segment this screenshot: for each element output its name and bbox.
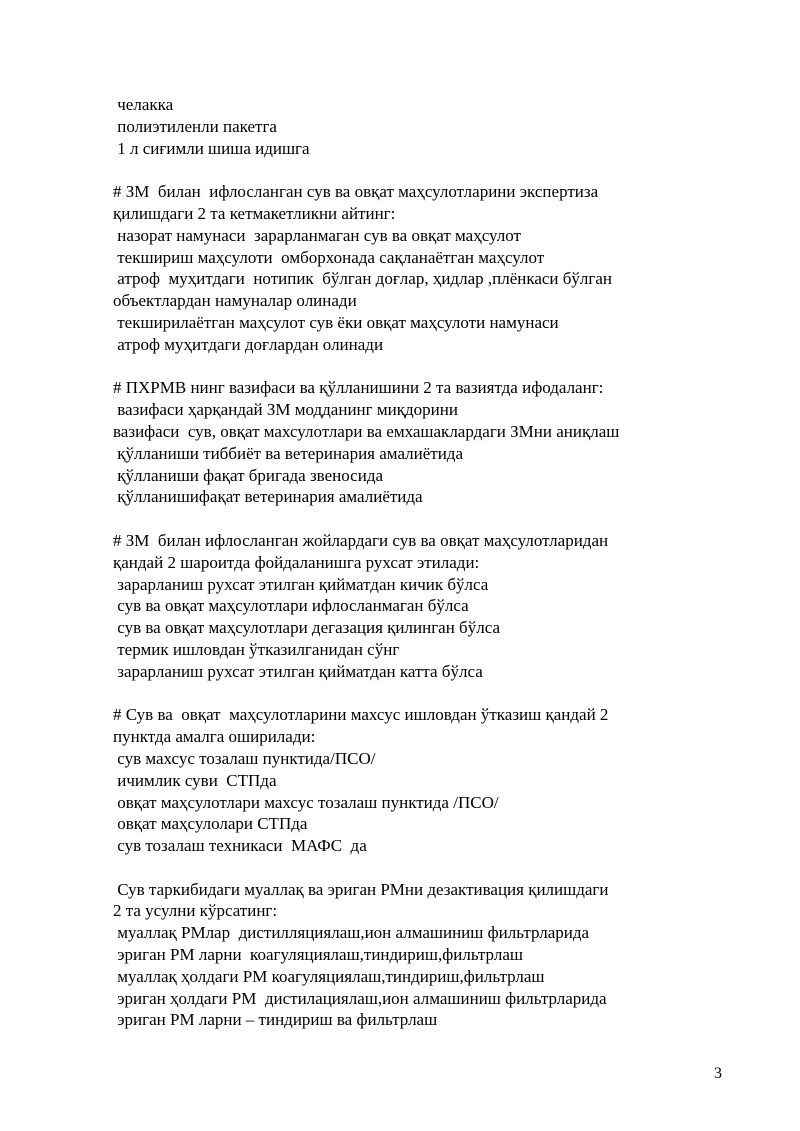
- answer-line: эриган РМ ларни – тиндириш ва фильтрлаш: [113, 1010, 438, 1030]
- page-number: 3: [714, 1065, 722, 1082]
- text-line: челакка: [113, 95, 174, 114]
- document-body: [113, 94, 693, 1031]
- answer-line: атроф муҳитдаги нотипик бўлган доғлар, ҳидлар ,плёнкаси бўлган: [113, 269, 613, 289]
- answer-line: муаллақ РМлар дистилляциялаш,ион алмашиниш фильтрларида: [113, 923, 590, 943]
- answer-line: қўлланиши тиббиёт ва ветеринария амалиётида: [113, 443, 463, 463]
- paragraph-gap: [113, 857, 693, 879]
- paragraph-gap: [113, 683, 693, 705]
- answer-line: зарарланиш рухсат этилган қийматдан кичик бўлса: [113, 574, 489, 594]
- text-line: полиэтиленли пакетга: [113, 116, 277, 136]
- question-line: # ПХРМВ нинг вазифаси ва қўлланишини 2 та вазиятда ифодаланг:: [113, 378, 604, 398]
- answer-line: вазифаси ҳарқандай ЗМ модданинг миқдорини: [113, 400, 458, 420]
- question-line: # Сув ва овқат маҳсулотларини махсус ишловдан ўтказиш қандай 2: [113, 705, 609, 725]
- answer-line: қўлланиши фақат бригада звеносида: [113, 465, 384, 485]
- answer-line: сув тозалаш техникаси МАФС да: [113, 836, 367, 856]
- answer-line: объектлардан намуналар олинади: [113, 291, 357, 311]
- answer-line: назорат намунаси зарарланмаган сув ва овқат маҳсулот: [113, 225, 521, 245]
- answer-line: термик ишловдан ўтказилганидан сўнг: [113, 639, 400, 659]
- answer-line: сув махсус тозалаш пунктида/ПСО/: [113, 748, 376, 768]
- answer-line: овқат маҳсулотлари махсус тозалаш пунктида /ПСО/: [113, 792, 499, 812]
- answer-line: овқат маҳсулолари СТПда: [113, 814, 308, 834]
- answer-line: атроф муҳитдаги доғлардан олинади: [113, 334, 384, 354]
- answer-line: қўлланишифақат ветеринария амалиётида: [113, 487, 423, 507]
- question-line: Сув таркибидаги муаллақ ва эриган РМни дезактивация қилишдаги: [113, 879, 609, 899]
- question-line: # ЗМ билан ифлосланган сув ва овқат маҳсулотларини экспертиза: [113, 182, 599, 202]
- question-line: пунктда амалга оширилади:: [113, 727, 316, 747]
- answer-line: сув ва овқат маҳсулотлари ифлосланмаган бўлса: [113, 596, 469, 616]
- answer-line: вазифаси сув, овқат махсулотлари ва емхашаклардаги ЗМни аниқлаш: [113, 421, 620, 441]
- question-line: қандай 2 шароитда фойдаланишга рухсат этилади:: [113, 552, 480, 572]
- paragraph-gap: [113, 356, 693, 378]
- answer-line: текшириш маҳсулоти омборхонада сақланаётган маҳсулот: [113, 247, 545, 267]
- question-line: 2 та усулни кўрсатинг:: [113, 901, 278, 921]
- answer-line: эриган ҳолдаги РМ дистилациялаш,ион алмашиниш фильтрларида: [113, 988, 607, 1008]
- answer-line: муаллақ ҳолдаги РМ коагуляциялаш,тиндириш,фильтрлаш: [113, 966, 545, 986]
- answer-line: сув ва овқат маҳсулотлари дегазация қилинган бўлса: [113, 618, 500, 638]
- answer-line: эриган РМ ларни коагуляциялаш,тиндириш,фильтрлаш: [113, 945, 523, 965]
- answer-line: ичимлик суви СТПда: [113, 770, 277, 790]
- text-line: 1 л сиғимли шиша идишга: [113, 138, 310, 158]
- paragraph-gap: [113, 159, 693, 181]
- question-line: # ЗМ билан ифлосланган жойлардаги сув ва овқат маҳсулотларидан: [113, 530, 609, 550]
- answer-line: текширилаётган маҳсулот сув ёки овқат маҳсулоти намунаси: [113, 312, 559, 332]
- answer-line: зарарланиш рухсат этилган қийматдан катта бўлса: [113, 661, 483, 681]
- question-line: қилишдаги 2 та кетмакетликни айтинг:: [113, 203, 396, 223]
- paragraph-gap: [113, 508, 693, 530]
